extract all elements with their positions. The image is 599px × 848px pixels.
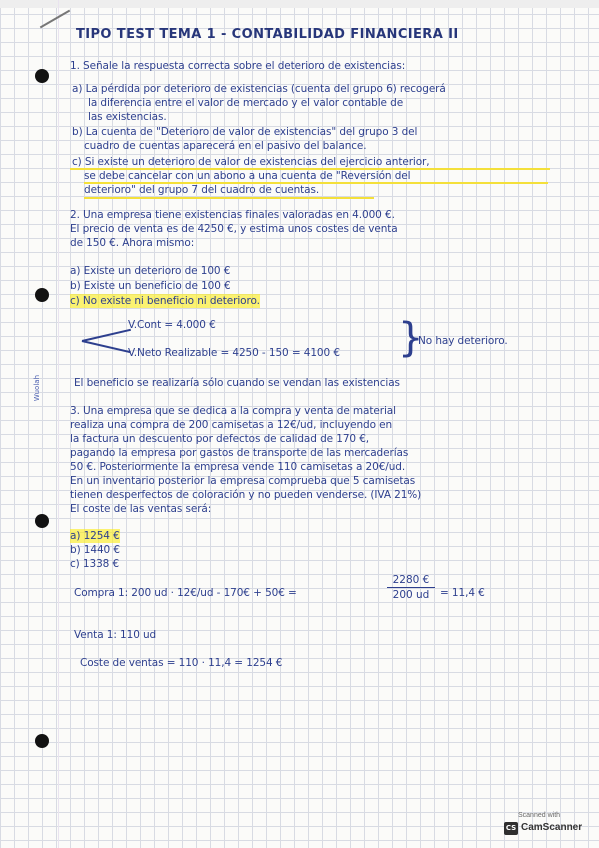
q2-note: El beneficio se realizaría sólo cuando se vendan las existencias (74, 377, 400, 389)
q2-question-line1: 2. Una empresa tiene existencias finales valoradas en 4.000 €. (70, 209, 395, 221)
camscanner-name: CamScanner (521, 822, 583, 833)
binder-hole (35, 734, 49, 748)
q3-venta: Venta 1: 110 ud (74, 629, 157, 641)
q1-option-a-line2: la diferencia entre el valor de mercado y el valor contable de (88, 97, 404, 109)
binder-hole (35, 69, 49, 83)
fraction-denominator: 200 ud (392, 589, 430, 601)
q1-option-b-line1: b) La cuenta de "Deterioro de valor de existencias" del grupo 3 del (72, 126, 418, 138)
camscanner-logo-icon: CS (504, 822, 518, 835)
q1-option-c-line1: c) Si existe un deterioro de valor de existencias del ejercicio anterior, (72, 156, 430, 168)
q2-option-a: a) Existe un deterioro de 100 € (70, 265, 231, 277)
q3-unit-cost-result: = 11,4 € (440, 587, 485, 599)
q2-conclusion: No hay deterioro. (418, 335, 508, 347)
q3-option-b: b) 1440 € (70, 544, 120, 556)
q3-question-line2: realiza una compra de 200 camisetas a 12€/ud, incluyendo en (70, 419, 393, 431)
page-title: TIPO TEST TEMA 1 - CONTABILIDAD FINANCIERA II (76, 27, 459, 42)
q1-option-a-line1: a) La pérdida por deterioro de existencias (cuenta del grupo 6) recogerá (72, 83, 446, 95)
q2-valor-contable: V.Cont = 4.000 € (128, 319, 216, 331)
q3-question-line7: tienen desperfectos de coloración y no pueden venderse. (IVA 21%) (70, 489, 422, 501)
q1-option-b-line2: cuadro de cuentas aparecerá en el pasivo del balance. (84, 140, 367, 152)
q3-unit-cost-fraction (387, 574, 435, 601)
q2-question-line2: El precio de venta es de 4250 €, y estima unos costes de venta (70, 223, 398, 235)
page-top-edge (0, 0, 599, 8)
page-margin-line (58, 0, 59, 848)
binder-hole (35, 288, 49, 302)
q1-option-c-line3: deterioro" del grupo 7 del cuadro de cuentas. (84, 184, 320, 196)
answer-underline (84, 182, 548, 184)
bracket-upper (82, 329, 131, 342)
answer-underline (84, 197, 374, 199)
q3-question-line3: la factura un descuento por defectos de calidad de 170 €, (70, 433, 370, 445)
camscanner-watermark (504, 812, 588, 840)
fraction-numerator: 2280 € (392, 574, 430, 586)
q3-compra-calculation: Compra 1: 200 ud · 12€/ud - 170€ + 50€ = (74, 587, 297, 599)
q3-question-line1: 3. Una empresa que se dedica a la compra y venta de material (70, 405, 396, 417)
answer-underline (70, 168, 550, 170)
q3-question-line8: El coste de las ventas será: (70, 503, 212, 515)
side-logo: Wuolah (33, 375, 41, 402)
q1-option-c-line2: se debe cancelar con un abono a una cuenta de "Reversión del (84, 170, 411, 182)
q3-option-c: c) 1338 € (70, 558, 120, 570)
q3-option-a: a) 1254 € (70, 530, 120, 542)
q3-coste-ventas: Coste de ventas = 110 · 11,4 = 1254 € (80, 657, 283, 669)
fraction-bar (387, 587, 435, 588)
q1-option-a-line3: las existencias. (88, 111, 167, 123)
scanned-with-text: Scanned with (518, 812, 561, 819)
bracket-lower (82, 340, 131, 353)
q3-question-line4: pagando la empresa por gastos de transporte de las mercaderías (70, 447, 409, 459)
q3-question-line5: 50 €. Posteriormente la empresa vende 110 camisetas a 20€/ud. (70, 461, 406, 473)
q1-question: 1. Señale la respuesta correcta sobre el deterioro de existencias: (70, 60, 406, 72)
q2-valor-neto-realizable: V.Neto Realizable = 4250 - 150 = 4100 € (128, 347, 340, 359)
q2-question-line3: de 150 €. Ahora mismo: (70, 237, 195, 249)
pencil-mark (40, 10, 70, 29)
q2-option-c: c) No existe ni beneficio ni deterioro. (70, 295, 260, 307)
q2-option-b: b) Existe un beneficio de 100 € (70, 280, 231, 292)
q3-question-line6: En un inventario posterior la empresa comprueba que 5 camisetas (70, 475, 416, 487)
curly-brace: } (398, 315, 424, 361)
binder-hole (35, 514, 49, 528)
